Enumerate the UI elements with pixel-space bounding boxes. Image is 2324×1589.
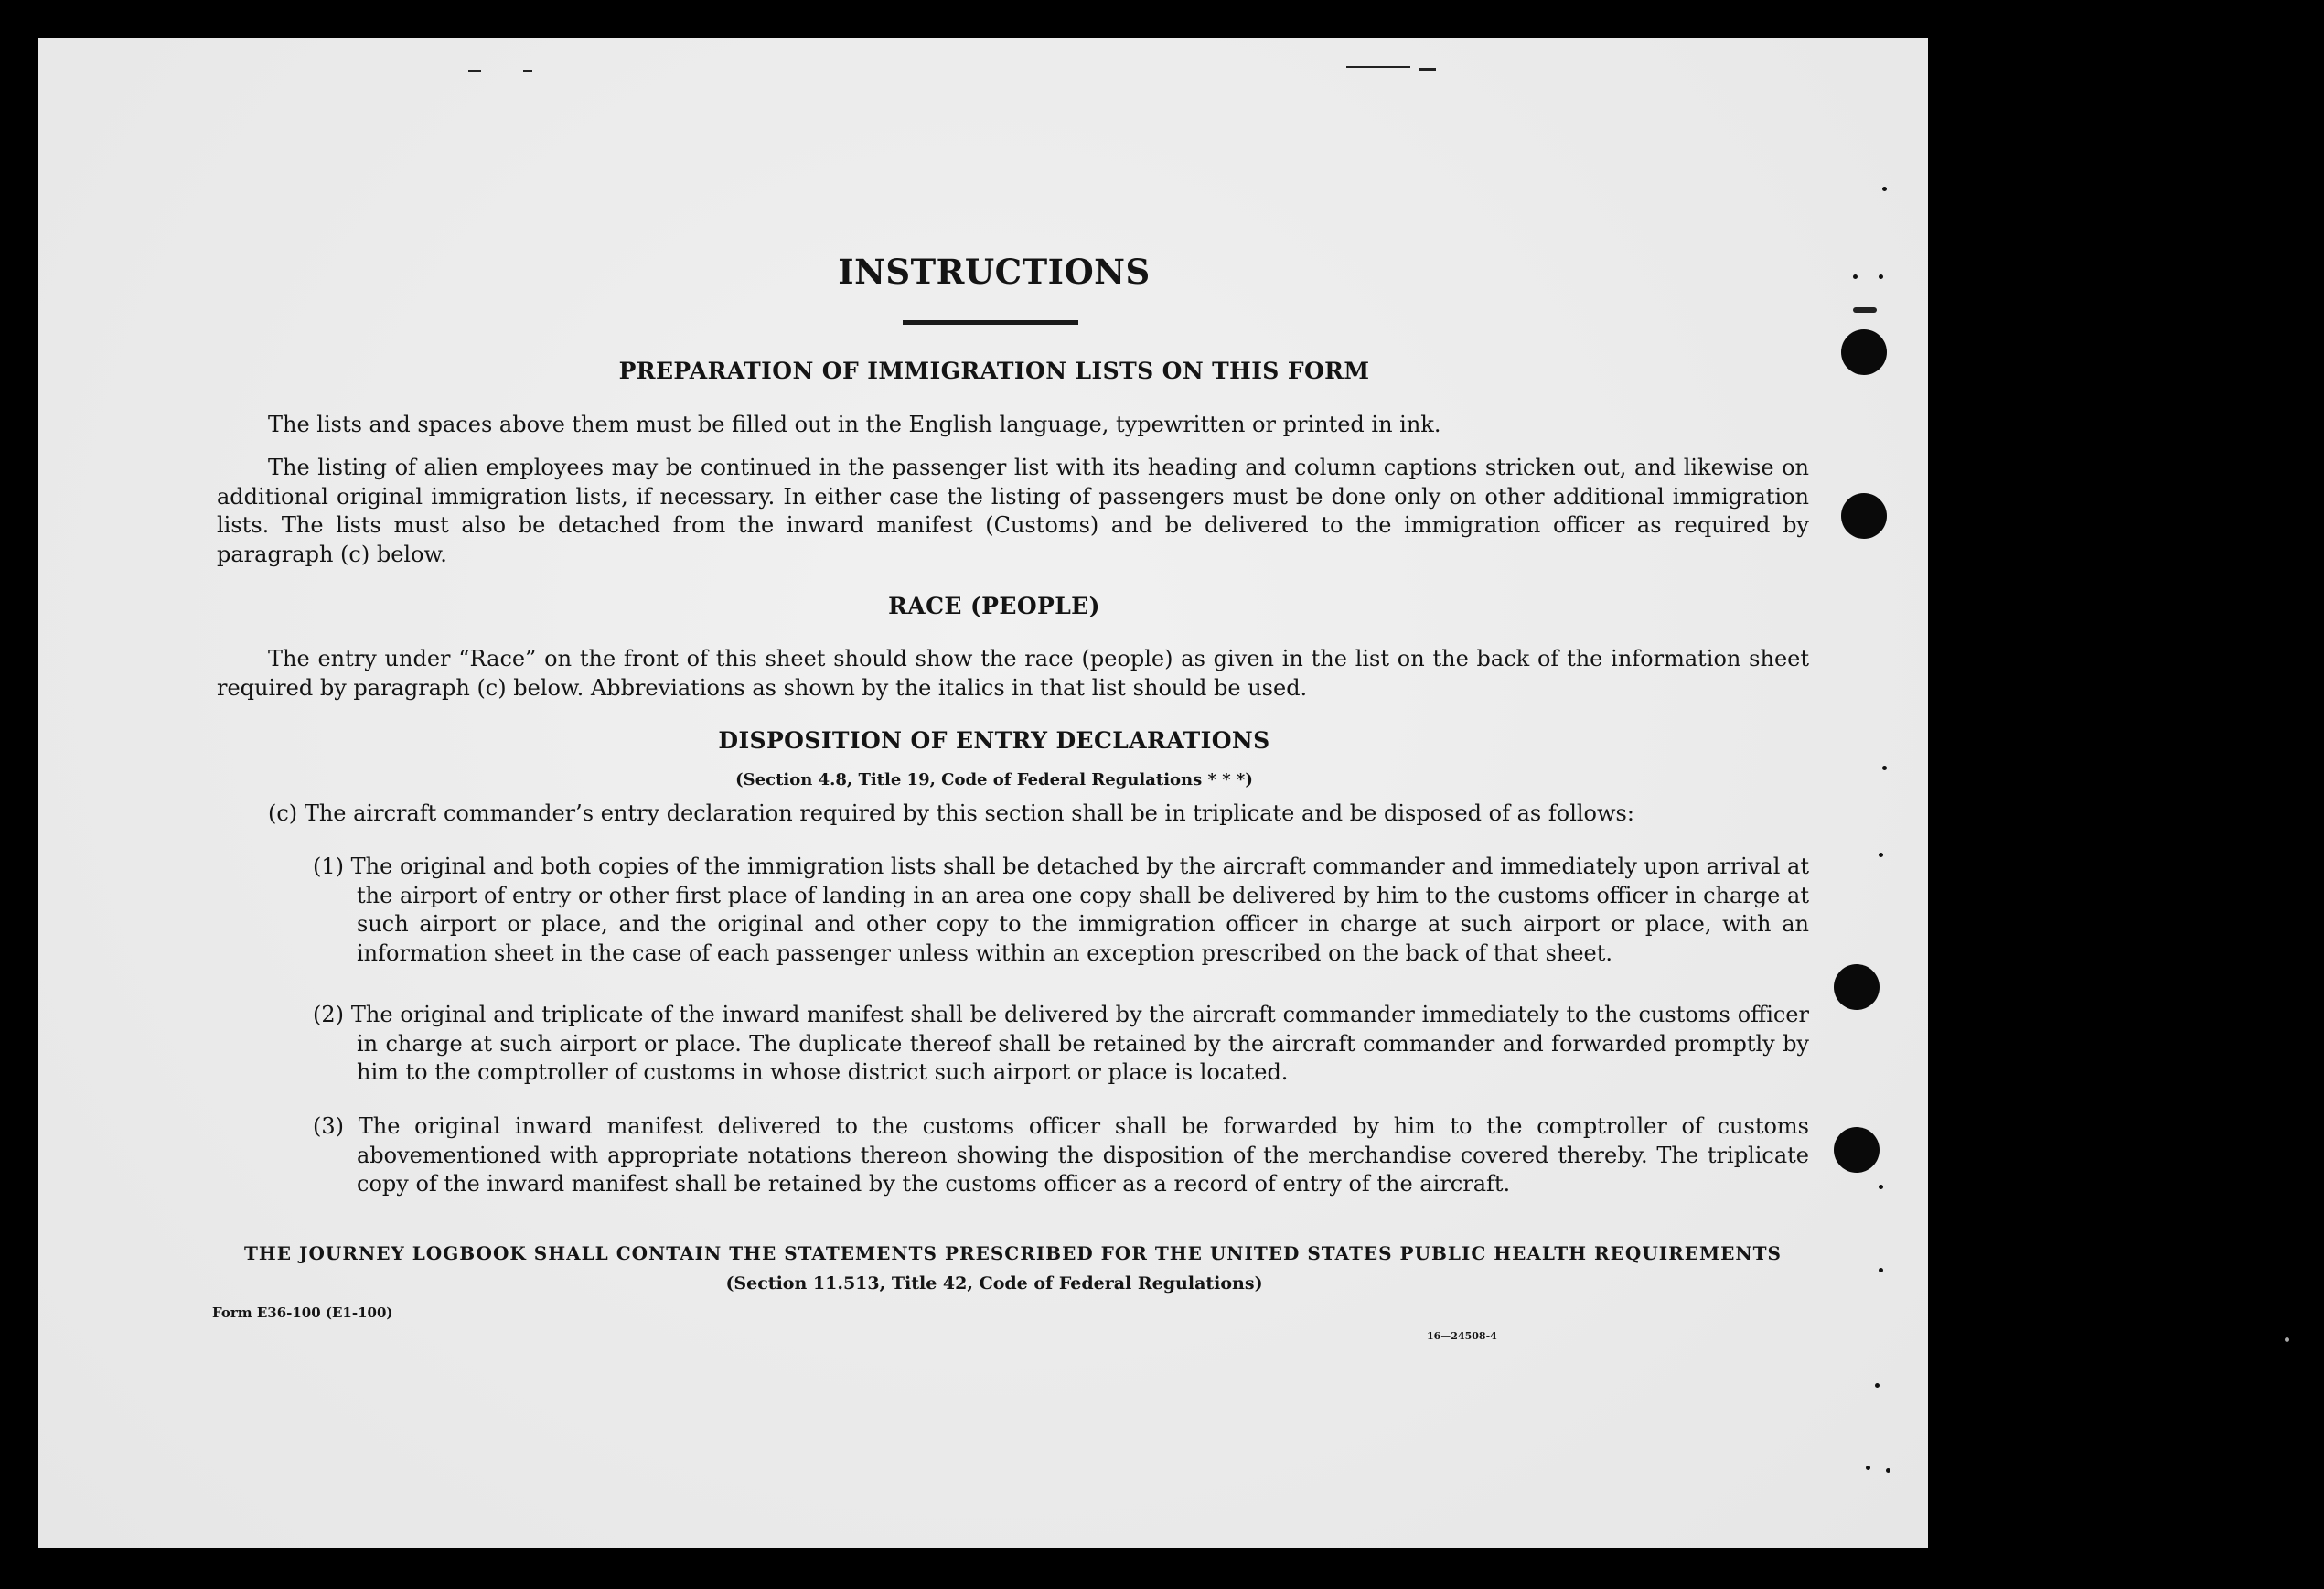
preparation-paragraph-2: The listing of alien employees may be continued in the passenger list with its heading and column captions stricken out, and likewise on additional original immigration lists, if necessary. In either case the listing of passengers must be done only on other additional immigration lists. The lists must also be detached from the inward manifest (Customs) and be delivered to the immigration officer as required by paragraph (c) below. (217, 455, 1809, 567)
print-code: 16—24508-4 (1427, 1330, 1497, 1342)
speck (1882, 766, 1887, 770)
disposition-intro (268, 800, 1814, 829)
speck (1875, 1383, 1880, 1388)
public-health-statement: THE JOURNEY LOGBOOK SHALL CONTAIN THE STATEMENTS PRESCRIBED FOR THE UNITED STATES PUBLIC HEALTH REQUIREMENTS (244, 1242, 1782, 1264)
speck (1879, 1268, 1883, 1272)
disposition-item-1 (313, 853, 1809, 968)
scan-mark (523, 70, 532, 72)
speck (1879, 853, 1883, 857)
document-page (38, 38, 1928, 1548)
binder-hole (1841, 329, 1887, 375)
title-underline (903, 320, 1078, 325)
public-health-citation: (Section 11.513, Title 42, Code of Federal Regulations) (725, 1273, 1263, 1294)
form-number: Form E36-100 (E1-100) (212, 1304, 393, 1321)
disposition-citation: (Section 4.8, Title 19, Code of Federal Regulations * * *) (735, 770, 1253, 789)
item-text: The original and triplicate of the inward manifest shall be delivered by the aircraft commander immediately to the customs officer in charge at such airport or place. The duplicate thereof shall be retained by the aircraft commander and forwarded promptly by him to the comptroller of customs in whose district such airport or place is located. (350, 1002, 1809, 1085)
speck (1866, 1466, 1870, 1470)
item-text: The original inward manifest delivered to the customs officer shall be forwarded by him to the comptroller of customs abovementioned with appropriate notations thereon showing the disposition of the merchandise covered thereby. The triplicate copy of the inward manifest shall be retained by the customs officer as a record of entry of the aircraft. (357, 1113, 1809, 1197)
disposition-item-2 (313, 1001, 1809, 1088)
scan-mark (468, 70, 481, 72)
race-heading: RACE (PEOPLE) (888, 593, 1100, 619)
intro-label: (c) (268, 800, 298, 826)
speck (1886, 1468, 1890, 1473)
page-title: INSTRUCTIONS (838, 252, 1151, 292)
speck (1879, 274, 1883, 279)
race-paragraph: The entry under “Race” on the front of this sheet should show the race (people) as given in the list on the back of the information sheet required by paragraph (c) below. Abbreviations as shown by the italics in that list should be used. (217, 646, 1809, 701)
speck (1853, 274, 1858, 279)
binder-hole (1834, 1127, 1880, 1173)
scan-mark (1346, 66, 1410, 68)
preparation-paragraph-1: The lists and spaces above them must be filled out in the English language, typewritten or printed in ink. (268, 412, 1441, 437)
speck (1879, 1185, 1883, 1189)
preparation-heading: PREPARATION OF IMMIGRATION LISTS ON THIS FORM (618, 358, 1370, 384)
speck (1853, 307, 1877, 313)
item-number: (1) (313, 854, 344, 879)
disposition-item-3 (313, 1112, 1809, 1199)
speck (2285, 1337, 2289, 1342)
disposition-heading: DISPOSITION OF ENTRY DECLARATIONS (718, 727, 1270, 754)
binder-hole (1841, 493, 1887, 539)
binder-hole (1834, 964, 1880, 1010)
item-number: (3) (313, 1113, 344, 1139)
scan-mark (1419, 68, 1436, 71)
speck (1882, 187, 1887, 191)
item-text: The original and both copies of the immigration lists shall be detached by the aircraft commander and immediately upon arrival at the airport of entry or other first place of landing in an area one copy shall be delivered by him to the customs officer in charge at such airport or place, and the original and other copy to the immigration officer in charge at such airport or place, with an information sheet in the case of each passenger unless within an exception prescribed on the back of that sheet. (350, 854, 1809, 966)
intro-text: The aircraft commander’s entry declaration required by this section shall be in triplicate and be disposed of as follows: (304, 800, 1634, 826)
item-number: (2) (313, 1002, 344, 1027)
